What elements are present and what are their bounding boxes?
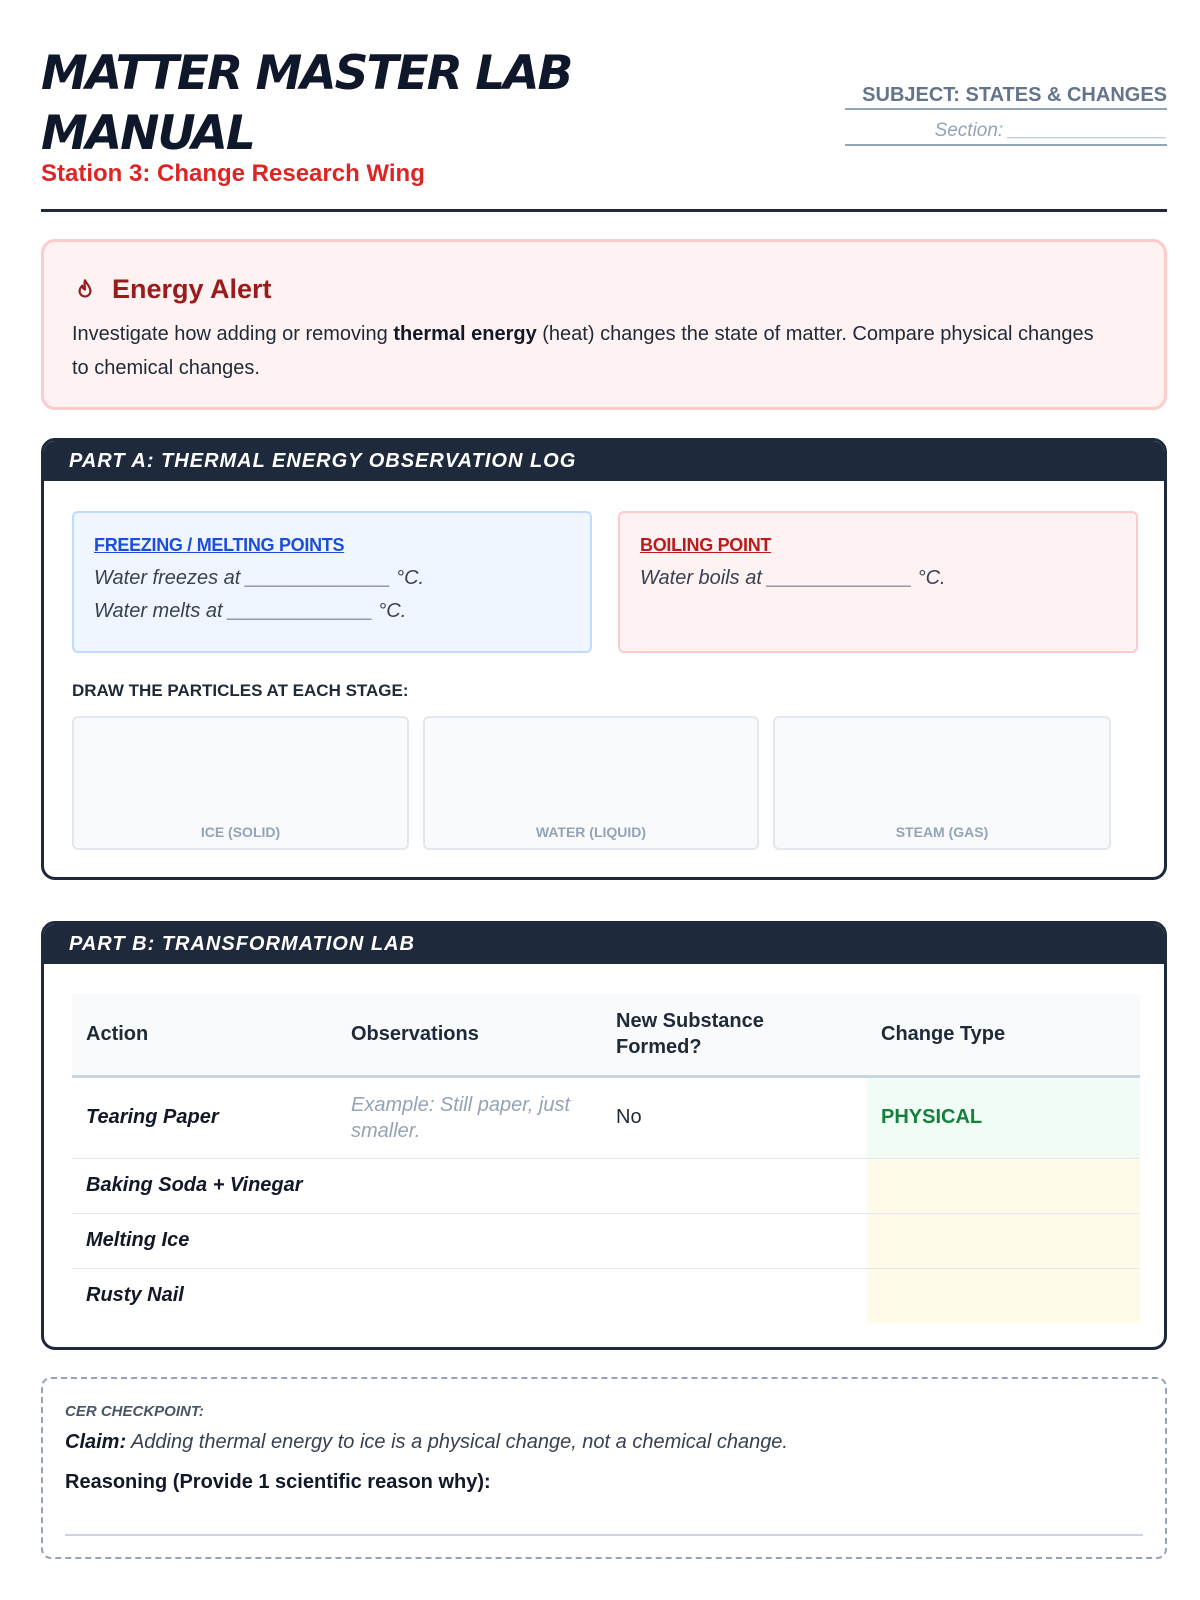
alert-text-part: Investigate how adding or removing bbox=[72, 323, 394, 345]
table-row bbox=[72, 1213, 1140, 1268]
new-substance-cell[interactable] bbox=[602, 1213, 867, 1268]
subject-label: SUBJECT: STATES & CHANGES bbox=[845, 84, 1167, 110]
table-row bbox=[72, 1268, 1140, 1323]
alert-text-part: (heat) changes the state of matter. Compare physical changes to chemical changes. bbox=[72, 323, 1094, 379]
freezing-melting-box bbox=[72, 511, 592, 653]
table-row bbox=[72, 1158, 1140, 1213]
observation-cell[interactable] bbox=[337, 1268, 602, 1323]
column-header: Observations bbox=[337, 994, 602, 1076]
boiling-point-line[interactable]: Water boils at _____________ °C. bbox=[640, 567, 946, 589]
action-cell: Baking Soda + Vinegar bbox=[72, 1158, 337, 1213]
draw-box-steam[interactable] bbox=[773, 716, 1111, 850]
freezing-melting-label: FREEZING / MELTING POINTS bbox=[94, 535, 345, 555]
alert-title bbox=[72, 274, 272, 305]
cer-checkpoint bbox=[41, 1377, 1167, 1559]
reasoning-prompt: Reasoning (Provide 1 scientific reason why): bbox=[65, 1471, 491, 1493]
stage-label-water: WATER (LIQUID) bbox=[535, 824, 647, 840]
page-title: MATTER MASTER LAB MANUAL bbox=[41, 46, 572, 161]
observation-cell[interactable]: Example: Still paper, just smaller. bbox=[337, 1076, 602, 1158]
alert-text-bold: thermal energy bbox=[393, 323, 537, 345]
boiling-point-label: BOILING POINT bbox=[640, 535, 772, 555]
stage-label-steam: STEAM (GAS) bbox=[895, 824, 989, 840]
action-cell: Melting Ice bbox=[72, 1213, 337, 1268]
new-substance-cell[interactable] bbox=[602, 1158, 867, 1213]
change-type-cell[interactable] bbox=[867, 1213, 1140, 1268]
claim-label: Claim: bbox=[65, 1431, 127, 1453]
new-substance-cell[interactable]: No bbox=[602, 1076, 867, 1158]
observation-cell[interactable] bbox=[337, 1158, 602, 1213]
action-cell: Tearing Paper bbox=[72, 1076, 337, 1158]
change-type-cell[interactable]: PHYSICAL bbox=[867, 1076, 1140, 1158]
draw-particles-label: DRAW THE PARTICLES AT EACH STAGE: bbox=[72, 681, 409, 700]
part-a-panel bbox=[41, 438, 1167, 880]
change-type-cell[interactable] bbox=[867, 1158, 1140, 1213]
stage-label-ice: ICE (SOLID) bbox=[200, 824, 281, 840]
table-row bbox=[72, 1076, 1140, 1158]
table-header-row bbox=[72, 994, 1140, 1076]
claim-text: Adding thermal energy to ice is a physical change, not a chemical change. bbox=[126, 1431, 788, 1453]
draw-box-water[interactable] bbox=[423, 716, 759, 850]
change-type-cell[interactable] bbox=[867, 1268, 1140, 1323]
observation-cell[interactable] bbox=[337, 1213, 602, 1268]
new-substance-cell[interactable] bbox=[602, 1268, 867, 1323]
reasoning-answer-line[interactable] bbox=[65, 1534, 1143, 1536]
column-header: Action bbox=[72, 994, 337, 1076]
boiling-point-box bbox=[618, 511, 1138, 653]
column-header: New Substance Formed? bbox=[602, 994, 867, 1076]
energy-alert bbox=[41, 239, 1167, 410]
section-field[interactable]: Section: _______________ bbox=[845, 120, 1167, 146]
transformation-table bbox=[72, 994, 1140, 1323]
column-header: Change Type bbox=[867, 994, 1140, 1076]
draw-box-ice[interactable] bbox=[72, 716, 409, 850]
action-cell: Rusty Nail bbox=[86, 1284, 184, 1307]
cer-claim bbox=[65, 1431, 788, 1454]
cer-label: CER CHECKPOINT: bbox=[65, 1403, 204, 1420]
freezing-point-line[interactable]: Water freezes at _____________ °C. bbox=[94, 567, 425, 589]
part-b-panel bbox=[41, 921, 1167, 1350]
part-a-heading: PART A: THERMAL ENERGY OBSERVATION LOG bbox=[44, 441, 1164, 481]
station-subtitle: Station 3: Change Research Wing bbox=[41, 160, 425, 187]
melting-point-line[interactable]: Water melts at _____________ °C. bbox=[94, 600, 407, 622]
part-b-heading: PART B: TRANSFORMATION LAB bbox=[44, 924, 1164, 964]
alert-title-text: Energy Alert bbox=[112, 274, 272, 304]
flame-icon bbox=[72, 277, 98, 303]
page-header bbox=[41, 40, 1167, 212]
alert-text bbox=[72, 317, 1112, 385]
